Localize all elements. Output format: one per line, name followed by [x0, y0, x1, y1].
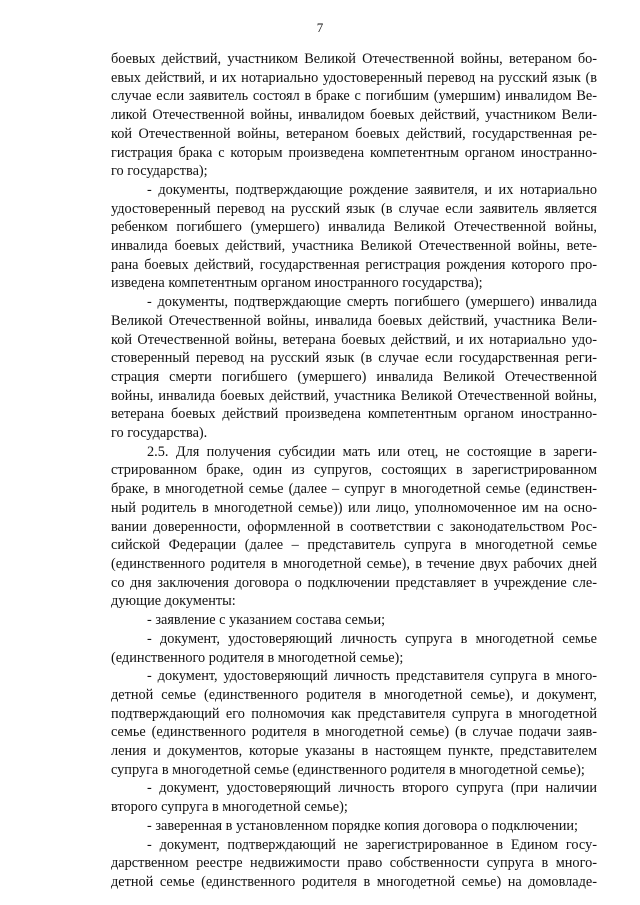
text-line: (единственного родителя в многодетной семье), в течение двух рабочих дней [111, 555, 597, 572]
text-line: сийской Федерации (далее – представитель супруга в многодетной семье [111, 537, 597, 554]
text-line: со дня заключения договора о подключении представляет в учреждение сле- [111, 574, 597, 591]
text-line: ветерана боевых действий произведена компетентным органом иностранно- [111, 406, 597, 423]
text-line: го государства). [111, 425, 208, 442]
text-line: Великой Отечественной войны, инвалида боевых действий, участника Вели- [111, 312, 597, 329]
text-line: гистрация брака с которым произведена компетентным органом иностранно- [111, 144, 597, 161]
text-line: второго супруга в многодетной семье); [111, 799, 348, 816]
text-line: - документ, удостоверяющий личность супруга в многодетной семье [147, 630, 597, 647]
text-line: ления и документов, которые указаны в настоящем пункте, представителем [111, 743, 597, 760]
text-line: - документы, подтверждающие рождение заявителя, и их нотариально [147, 181, 597, 198]
text-line: го государства); [111, 163, 208, 180]
text-line: изведена компетентным органом иностранного государства); [111, 275, 483, 292]
text-line: - документ, удостоверяющий личность представителя супруга в много- [147, 668, 597, 685]
paragraph [111, 836, 597, 892]
paragraph [111, 181, 597, 293]
paragraph [111, 779, 597, 816]
text-line: - документы, подтверждающие смерть погибшего (умершего) инвалида [147, 294, 597, 311]
paragraph [111, 50, 597, 181]
text-line: супруга в многодетной семье (единственного родителя в многодетной семье); [111, 761, 585, 778]
text-line: войны, инвалида боевых действий, участника Великой Отечественной войны, [111, 387, 597, 404]
text-line: 2.5. Для получения субсидии мать или отец, не состоящие в зареги- [147, 443, 597, 460]
text-line: подтверждающий его полномочия как представителя супруга в многодетной [111, 705, 597, 722]
text-line: кой Отечественной войны, ветераном боевых действий, государственная ре- [111, 125, 597, 142]
page-number: 7 [316, 20, 324, 35]
text-line: стоверенный перевод на русский язык (в случае если государственная реги- [111, 350, 597, 367]
text-line: ребенком погибшего (умершего) инвалида Великой Отечественной войны, [111, 219, 597, 236]
text-line: - заверенная в установленном порядке копия договора о подключении; [147, 817, 579, 834]
paragraph [111, 611, 597, 630]
text-line: удостоверенный перевод на русский язык (в случае если заявитель является [111, 200, 597, 217]
paragraph [111, 443, 597, 611]
text-line: рана боевых действий, государственная регистрация рождения которого про- [111, 256, 597, 273]
text-line: случае если заявитель состоял в браке с погибшим (умершим) инвалидом Ве- [111, 88, 597, 105]
text-line: страция смерти погибшего (умершего) инвалида Великой Отечественной [111, 368, 597, 385]
text-line: дарственном реестре недвижимости право собственности супруга в много- [111, 855, 597, 872]
text-line: - документ, подтверждающий не зарегистрированное в Едином госу- [147, 836, 597, 853]
text-line: детной семье (единственного родителя в многодетной семье) на домовладе- [111, 873, 597, 890]
paragraph [111, 630, 597, 667]
paragraph [111, 293, 597, 443]
text-line: семье (единственного родителя в многодетной семье) (в случае подачи заяв- [111, 724, 597, 741]
text-line: боевых действий, участником Великой Отечественной войны, ветераном бо- [111, 51, 597, 67]
text-line: (единственного родителя в многодетной семье); [111, 649, 404, 666]
text-line: детной семье (единственного родителя в многодетной семье), и документ, [111, 686, 597, 703]
text-line: кой Отечественной войны, ветерана боевых действий, и их нотариально удо- [111, 331, 597, 348]
text-line: стрированном браке, один из супругов, состоящих в зарегистрированном [111, 462, 597, 479]
text-line: браке, в многодетной семье (далее – супруг в многодетной семье (единствен- [111, 481, 597, 498]
document-body [111, 50, 597, 892]
paragraph [111, 817, 597, 836]
text-line: вании доверенности, оформленной в соответствии с законодательством Рос- [111, 518, 597, 535]
paragraph [111, 667, 597, 779]
text-line: инвалида боевых действий, участника Великой Отечественной войны, вете- [111, 238, 597, 255]
text-line: евых действий, и их нотариально удостоверенный перевод на русский язык (в [111, 69, 597, 86]
text-line: ликой Отечественной войны, инвалидом боевых действий, участником Вели- [111, 107, 597, 124]
text-line: дующие документы: [111, 593, 236, 610]
text-line: - заявление с указанием состава семьи; [147, 612, 386, 629]
text-line: - документ, удостоверяющий личность второго супруга (при наличии [147, 780, 597, 797]
text-line: ный родитель в многодетной семье)) или лицо, уполномоченное им на осно- [111, 499, 597, 516]
